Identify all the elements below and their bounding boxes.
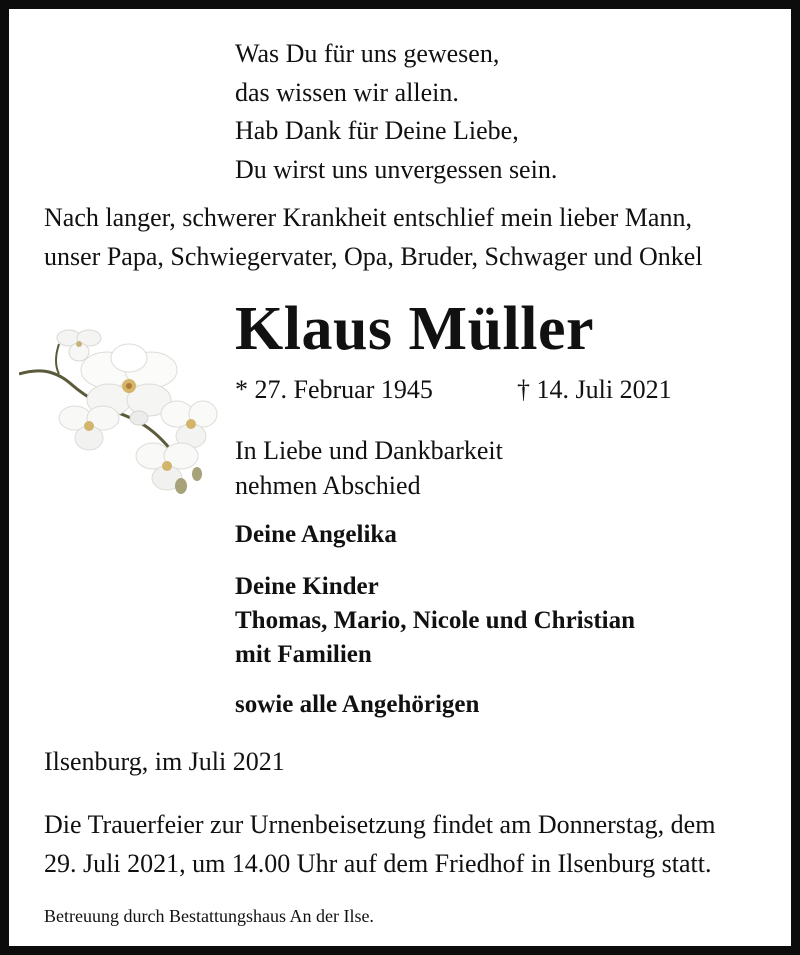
funeral-details bbox=[44, 806, 715, 883]
mourner-children-heading: Deine Kinder bbox=[235, 573, 379, 600]
poem-line: Was Du für uns gewesen, bbox=[235, 39, 500, 68]
poem-line: das wissen wir allein. bbox=[235, 77, 459, 107]
poem-line: Du wirst uns unvergessen sein. bbox=[235, 154, 558, 184]
poem-line: Hab Dank für Deine Liebe, bbox=[235, 116, 519, 145]
mourner-children-names: Thomas, Mario, Nicole und Christian bbox=[235, 607, 636, 634]
deceased-name: Klaus Müller bbox=[235, 295, 595, 363]
farewell-line: nehmen Abschied bbox=[235, 471, 421, 500]
memorial-poem bbox=[235, 35, 557, 189]
funeral-line: 29. Juli 2021, um 14.00 Uhr auf dem Friedhof in Ilsenburg statt. bbox=[44, 848, 712, 878]
farewell-line: In Liebe und Dankbarkeit bbox=[235, 436, 503, 465]
orchid-icon bbox=[19, 314, 219, 499]
birth-date: * 27. Februar 1945 bbox=[235, 375, 433, 404]
undertaker-note: Betreuung durch Bestattungshaus An der Ilse. bbox=[44, 906, 374, 926]
mourner-wife: Deine Angelika bbox=[235, 521, 397, 548]
announcement-line: Nach langer, schwerer Krankheit entschlief mein lieber Mann, bbox=[44, 203, 692, 232]
announcement-line: unser Papa, Schwiegervater, Opa, Bruder, Schwager und Onkel bbox=[44, 241, 703, 271]
mourner-relatives: sowie alle Angehörigen bbox=[235, 691, 480, 718]
life-dates bbox=[235, 372, 672, 408]
farewell-intro bbox=[235, 433, 503, 503]
death-date: † 14. Juli 2021 bbox=[517, 375, 672, 404]
place-and-date: Ilsenburg, im Juli 2021 bbox=[44, 747, 285, 776]
death-announcement bbox=[44, 199, 703, 276]
mourner-children-families: mit Familien bbox=[235, 641, 372, 668]
funeral-line: Die Trauerfeier zur Urnenbeisetzung findet am Donnerstag, dem bbox=[44, 810, 716, 839]
